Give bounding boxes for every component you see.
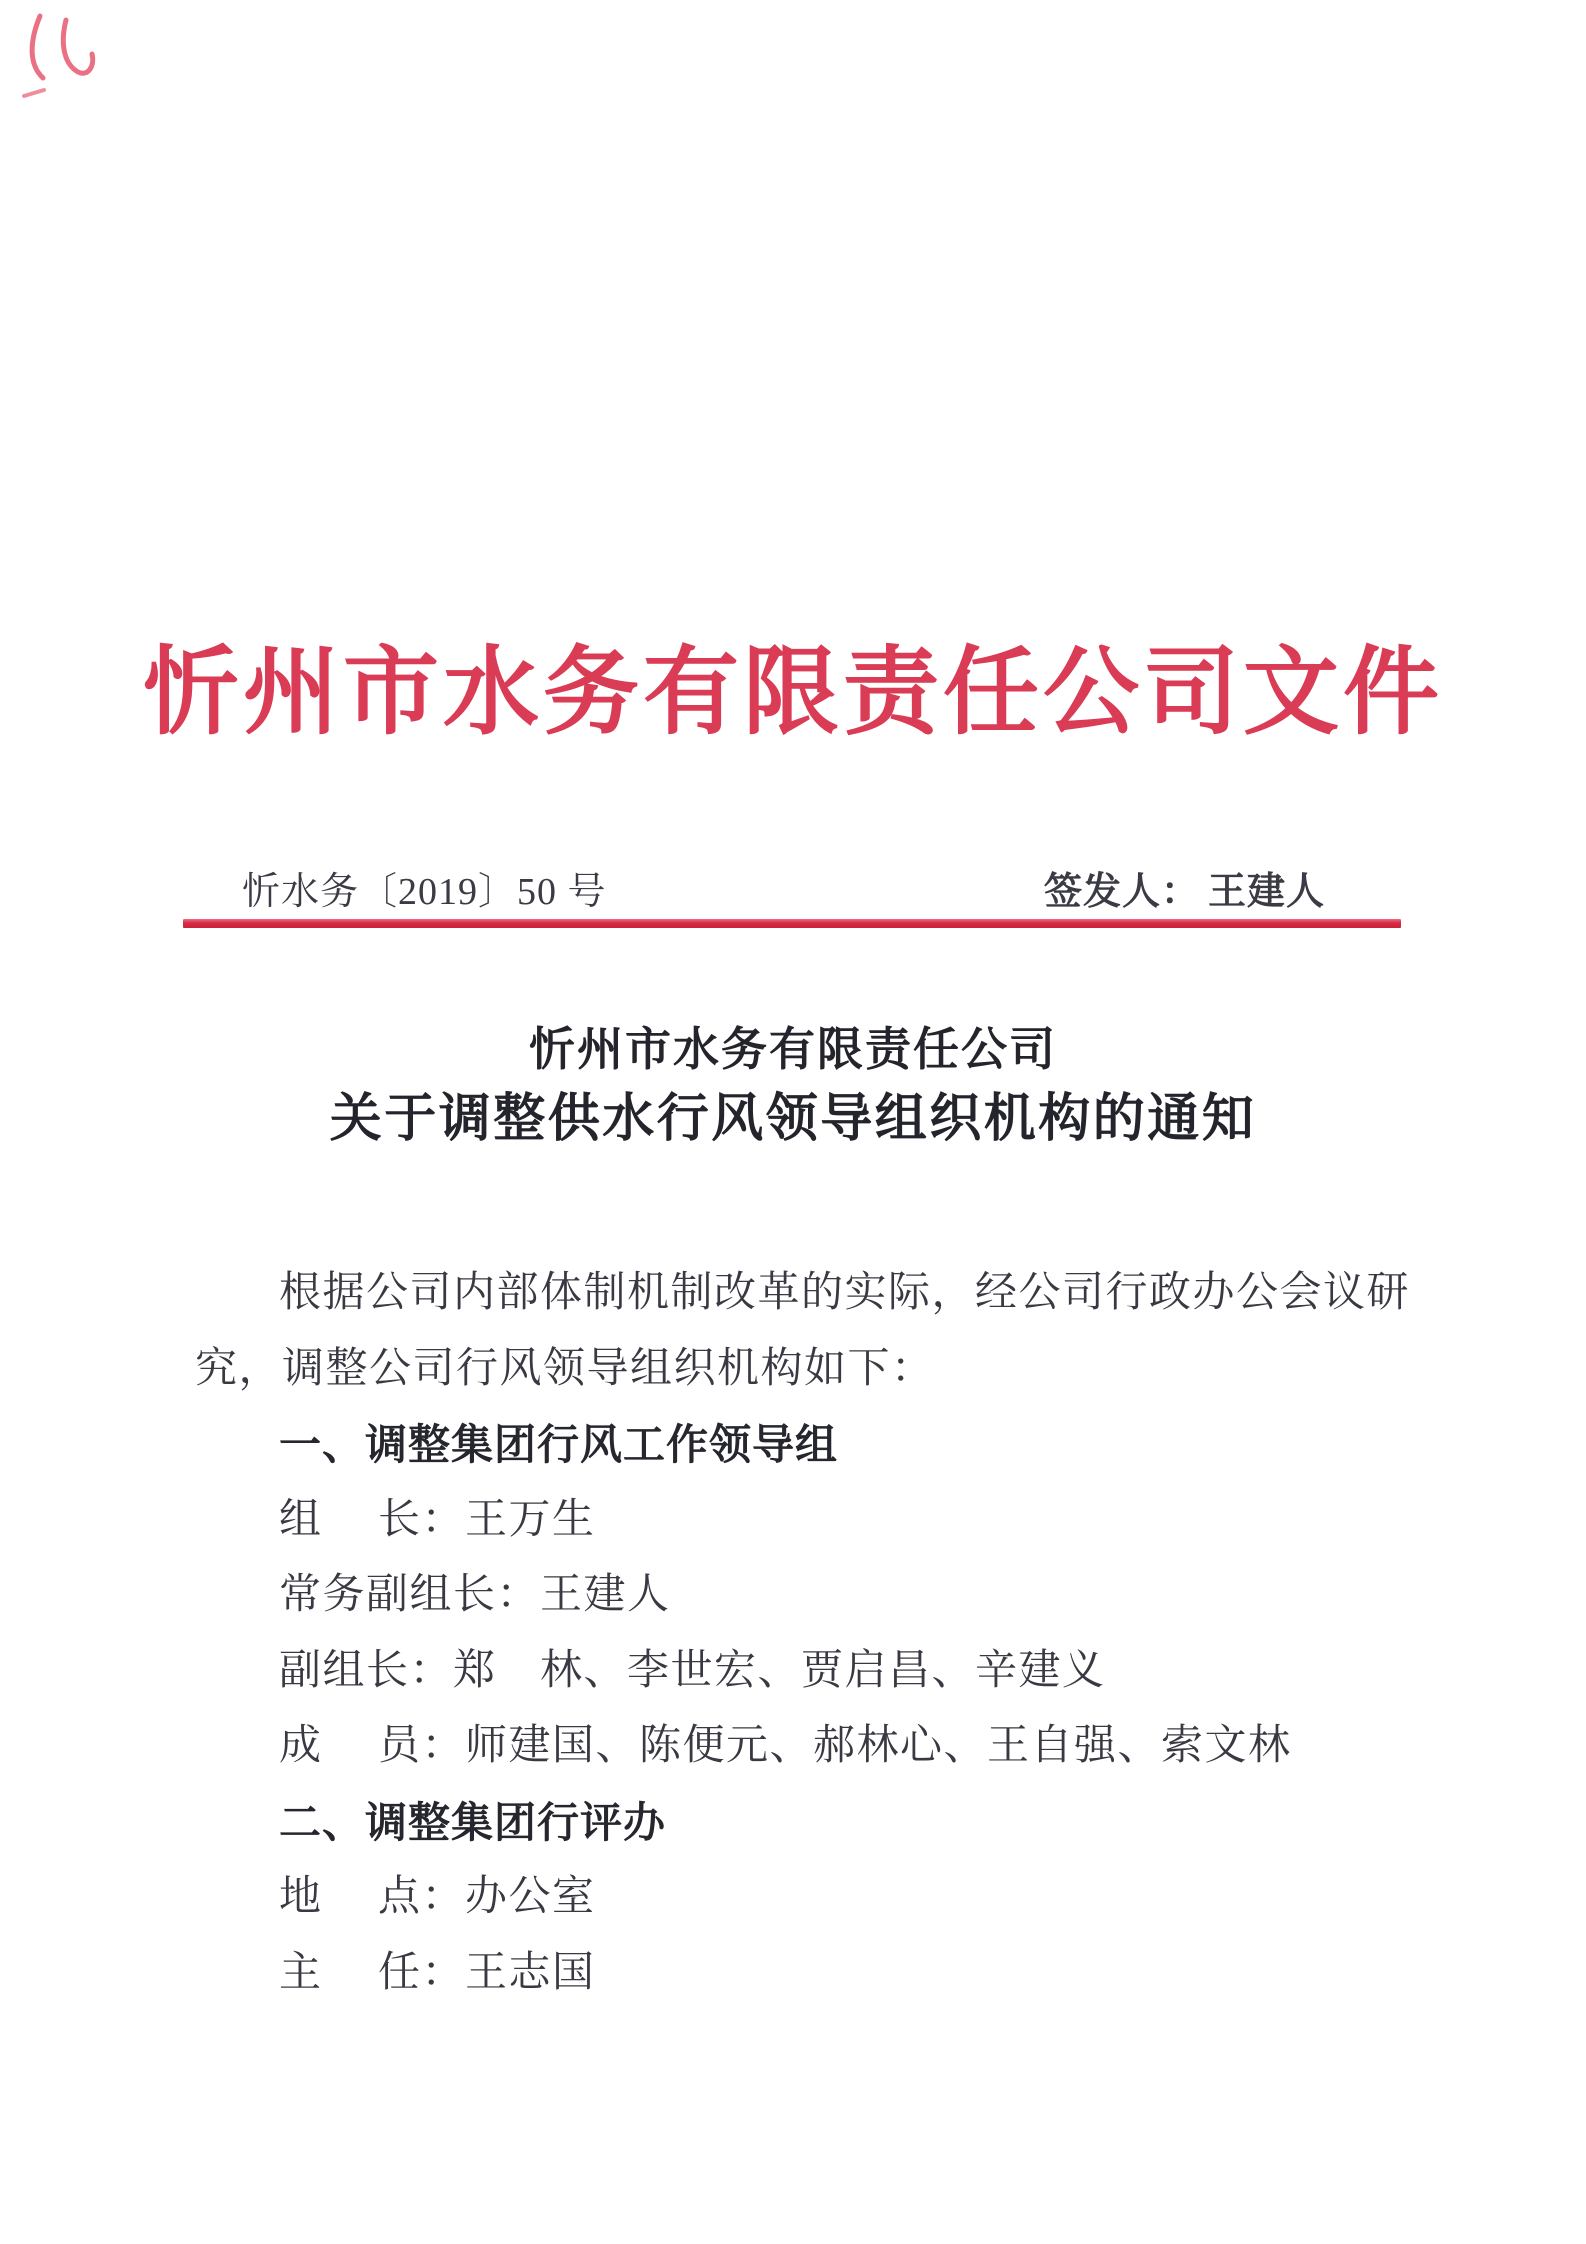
title-line-2: 关于调整供水行风领导组织机构的通知: [329, 1090, 1257, 1148]
body-line-section-2-heading: 二、调整集团行评办: [279, 1798, 667, 1846]
body-line-director: 主 任：王志国: [279, 1949, 596, 1996]
body-line-section-1-heading: 一、调整集团行风工作领导组: [279, 1421, 839, 1468]
title-line-1: 忻州市水务有限责任公司: [529, 1023, 1057, 1075]
issuer-label: 签发人：: [1043, 871, 1200, 913]
body-line-group-leader: 组 长：王万生: [279, 1496, 596, 1543]
doc-number: 忻水务〔2019〕50 号: [242, 871, 607, 913]
body-line-deputy-leaders: 副组长：郑 林、李世宏、贾启昌、辛建义: [279, 1647, 1106, 1694]
red-separator-rule: [183, 919, 1401, 928]
body-line-members: 成 员：师建国、陈便元、郝林心、王自强、索文林: [279, 1723, 1292, 1769]
document-body: [195, 1256, 1420, 2011]
issuer-name: 王建人: [1207, 871, 1325, 913]
issuer: [1044, 868, 1325, 916]
body-line-location: 地 点：办公室: [279, 1874, 596, 1920]
body-line: 究，调整公司行风领导组织机构如下：: [195, 1345, 935, 1392]
body-line-exec-deputy-leader: 常务副组长：王建人: [279, 1572, 671, 1618]
doc-number-row: [195, 868, 1400, 916]
letterhead-title: 忻州市水务有限责任公司文件: [143, 639, 1443, 746]
pen-scribble-icon: [10, 4, 120, 129]
body-line: 根据公司内部体制机制改革的实际，经公司行政办公会议研: [279, 1270, 1411, 1316]
document-title: [0, 1020, 1586, 1152]
